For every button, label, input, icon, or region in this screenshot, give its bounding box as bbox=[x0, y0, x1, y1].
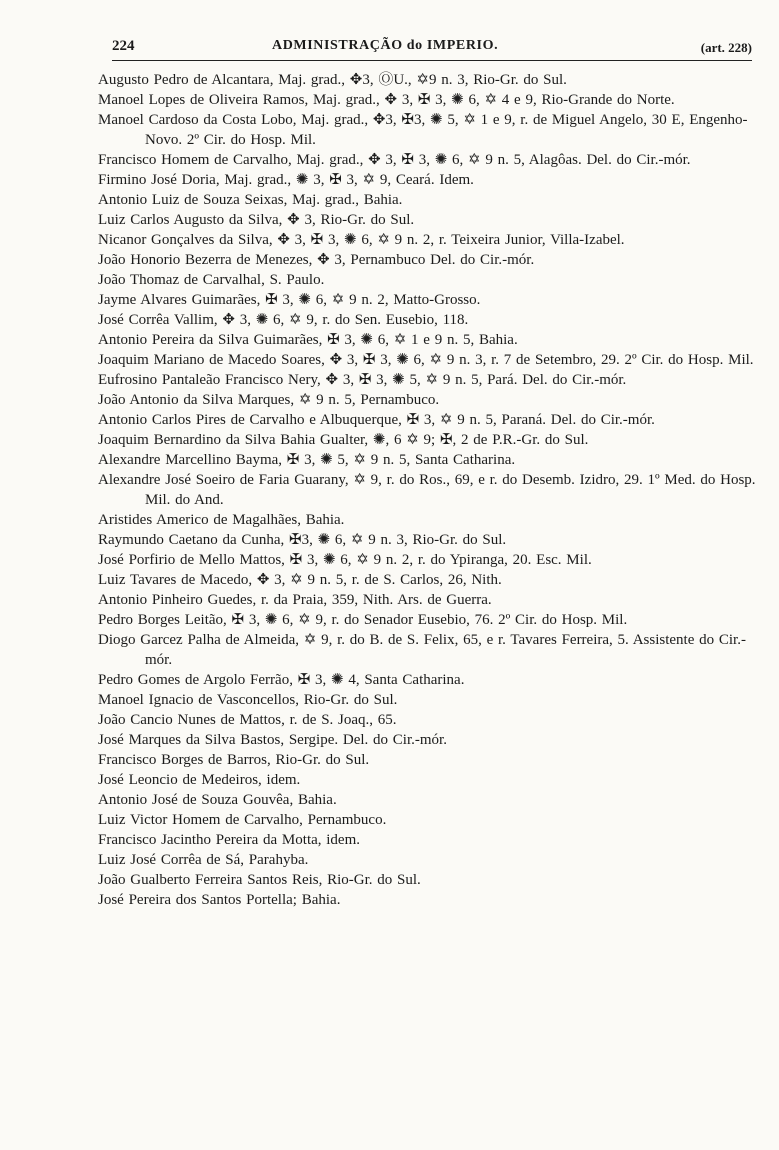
list-item: Joaquim Bernardino da Silva Bahia Gualter, ✺, 6 ✡ 9; ✠, 2 de P.R.-Gr. do Sul. bbox=[98, 432, 589, 448]
entry-list bbox=[98, 70, 758, 910]
list-item: Luiz Tavares de Macedo, ✥ 3, ✡ 9 n. 5, r. de S. Carlos, 26, Nith. bbox=[98, 572, 502, 588]
list-item: Eufrosino Pantaleão Francisco Nery, ✥ 3, ✠ 3, ✺ 5, ✡ 9 n. 5, Pará. Del. do Cir.-mór. bbox=[98, 372, 627, 388]
list-item: Pedro Borges Leitão, ✠ 3, ✺ 6, ✡ 9, r. do Senador Eusebio, 76. 2º Cir. do Hosp. Mil. bbox=[98, 612, 628, 628]
list-item: João Thomaz de Carvalhal, S. Paulo. bbox=[98, 272, 325, 288]
list-item: Antonio Pereira da Silva Guimarães, ✠ 3, ✺ 6, ✡ 1 e 9 n. 5, Bahia. bbox=[98, 332, 518, 348]
list-item: Alexandre Marcellino Bayma, ✠ 3, ✺ 5, ✡ 9 n. 5, Santa Catharina. bbox=[98, 452, 516, 468]
list-item: Pedro Gomes de Argolo Ferrão, ✠ 3, ✺ 4, Santa Catharina. bbox=[98, 672, 465, 688]
list-item: Antonio Pinheiro Guedes, r. da Praia, 359, Nith. Ars. de Guerra. bbox=[98, 592, 492, 608]
list-item: José Corrêa Vallim, ✥ 3, ✺ 6, ✡ 9, r. do Sen. Eusebio, 118. bbox=[98, 312, 469, 328]
article-reference: (art. 228) bbox=[700, 40, 752, 55]
list-item: José Pereira dos Santos Portella; Bahia. bbox=[98, 892, 341, 908]
list-item: José Marques da Silva Bastos, Sergipe. Del. do Cir.-mór. bbox=[98, 732, 447, 748]
list-item: João Honorio Bezerra de Menezes, ✥ 3, Pernambuco Del. do Cir.-mór. bbox=[98, 252, 535, 268]
list-item: Luiz Carlos Augusto da Silva, ✥ 3, Rio-Gr. do Sul. bbox=[98, 212, 415, 228]
list-item: Aristides Americo de Magalhães, Bahia. bbox=[98, 512, 345, 528]
list-item: Francisco Borges de Barros, Rio-Gr. do Sul. bbox=[98, 752, 370, 768]
list-item: Firmino José Doria, Maj. grad., ✺ 3, ✠ 3, ✡ 9, Ceará. Idem. bbox=[98, 172, 474, 188]
list-item: João Gualberto Ferreira Santos Reis, Rio-Gr. do Sul. bbox=[98, 872, 421, 888]
list-item: Antonio Luiz de Souza Seixas, Maj. grad., Bahia. bbox=[98, 192, 403, 208]
list-item: José Porfirio de Mello Mattos, ✠ 3, ✺ 6, ✡ 9 n. 2, r. do Ypiranga, 20. Esc. Mil. bbox=[98, 552, 592, 568]
page-title: ADMINISTRAÇÃO do IMPERIO. bbox=[272, 38, 499, 53]
list-item: Jayme Alvares Guimarães, ✠ 3, ✺ 6, ✡ 9 n. 2, Matto-Grosso. bbox=[98, 292, 481, 308]
list-item: Alexandre José Soeiro de Faria Guarany, ✡ 9, r. do Ros., 69, e r. do Desemb. Izidro, 29. 1º Med. do Hosp. Mil. do And. bbox=[98, 472, 756, 508]
list-item: Joaquim Mariano de Macedo Soares, ✥ 3, ✠ 3, ✺ 6, ✡ 9 n. 3, r. 7 de Setembro, 29. 2º Cir. do Hosp. Mil. bbox=[98, 352, 754, 368]
list-item: Nicanor Gonçalves da Silva, ✥ 3, ✠ 3, ✺ 6, ✡ 9 n. 2, r. Teixeira Junior, Villa-Izabel. bbox=[98, 232, 625, 248]
list-item: José Leoncio de Medeiros, idem. bbox=[98, 772, 301, 788]
list-item: Raymundo Caetano da Cunha, ✠3, ✺ 6, ✡ 9 n. 3, Rio-Gr. do Sul. bbox=[98, 532, 507, 548]
list-item: Manoel Lopes de Oliveira Ramos, Maj. grad., ✥ 3, ✠ 3, ✺ 6, ✡ 4 e 9, Rio-Grande do Norte. bbox=[98, 92, 675, 108]
page-number: 224 bbox=[112, 38, 135, 54]
list-item: Francisco Jacintho Pereira da Motta, idem. bbox=[98, 832, 361, 848]
list-item: Luiz José Corrêa de Sá, Parahyba. bbox=[98, 852, 309, 868]
list-item: Francisco Homem de Carvalho, Maj. grad., ✥ 3, ✠ 3, ✺ 6, ✡ 9 n. 5, Alagôas. Del. do Cir.-mór. bbox=[98, 152, 691, 168]
list-item: Augusto Pedro de Alcantara, Maj. grad., ✥3, ⓄU., ✡9 n. 3, Rio-Gr. do Sul. bbox=[98, 72, 567, 88]
list-item: Luiz Victor Homem de Carvalho, Pernambuco. bbox=[98, 812, 387, 828]
page-header bbox=[112, 36, 752, 61]
list-item: João Antonio da Silva Marques, ✡ 9 n. 5, Pernambuco. bbox=[98, 392, 440, 408]
list-item: Antonio José de Souza Gouvêa, Bahia. bbox=[98, 792, 337, 808]
list-item: Diogo Garcez Palha de Almeida, ✡ 9, r. do B. de S. Felix, 65, e r. Tavares Ferreira, 5. Assistente do Cir.-mór. bbox=[98, 632, 746, 668]
list-item: Manoel Cardoso da Costa Lobo, Maj. grad., ✥3, ✠3, ✺ 5, ✡ 1 e 9, r. de Miguel Angelo, 30 E, Engenho-Novo. 2º Cir. do Hosp. Mil. bbox=[98, 112, 748, 148]
list-item: Manoel Ignacio de Vasconcellos, Rio-Gr. do Sul. bbox=[98, 692, 398, 708]
list-item: Antonio Carlos Pires de Carvalho e Albuquerque, ✠ 3, ✡ 9 n. 5, Paraná. Del. do Cir.-mór. bbox=[98, 412, 655, 428]
list-item: João Cancio Nunes de Mattos, r. de S. Joaq., 65. bbox=[98, 712, 397, 728]
